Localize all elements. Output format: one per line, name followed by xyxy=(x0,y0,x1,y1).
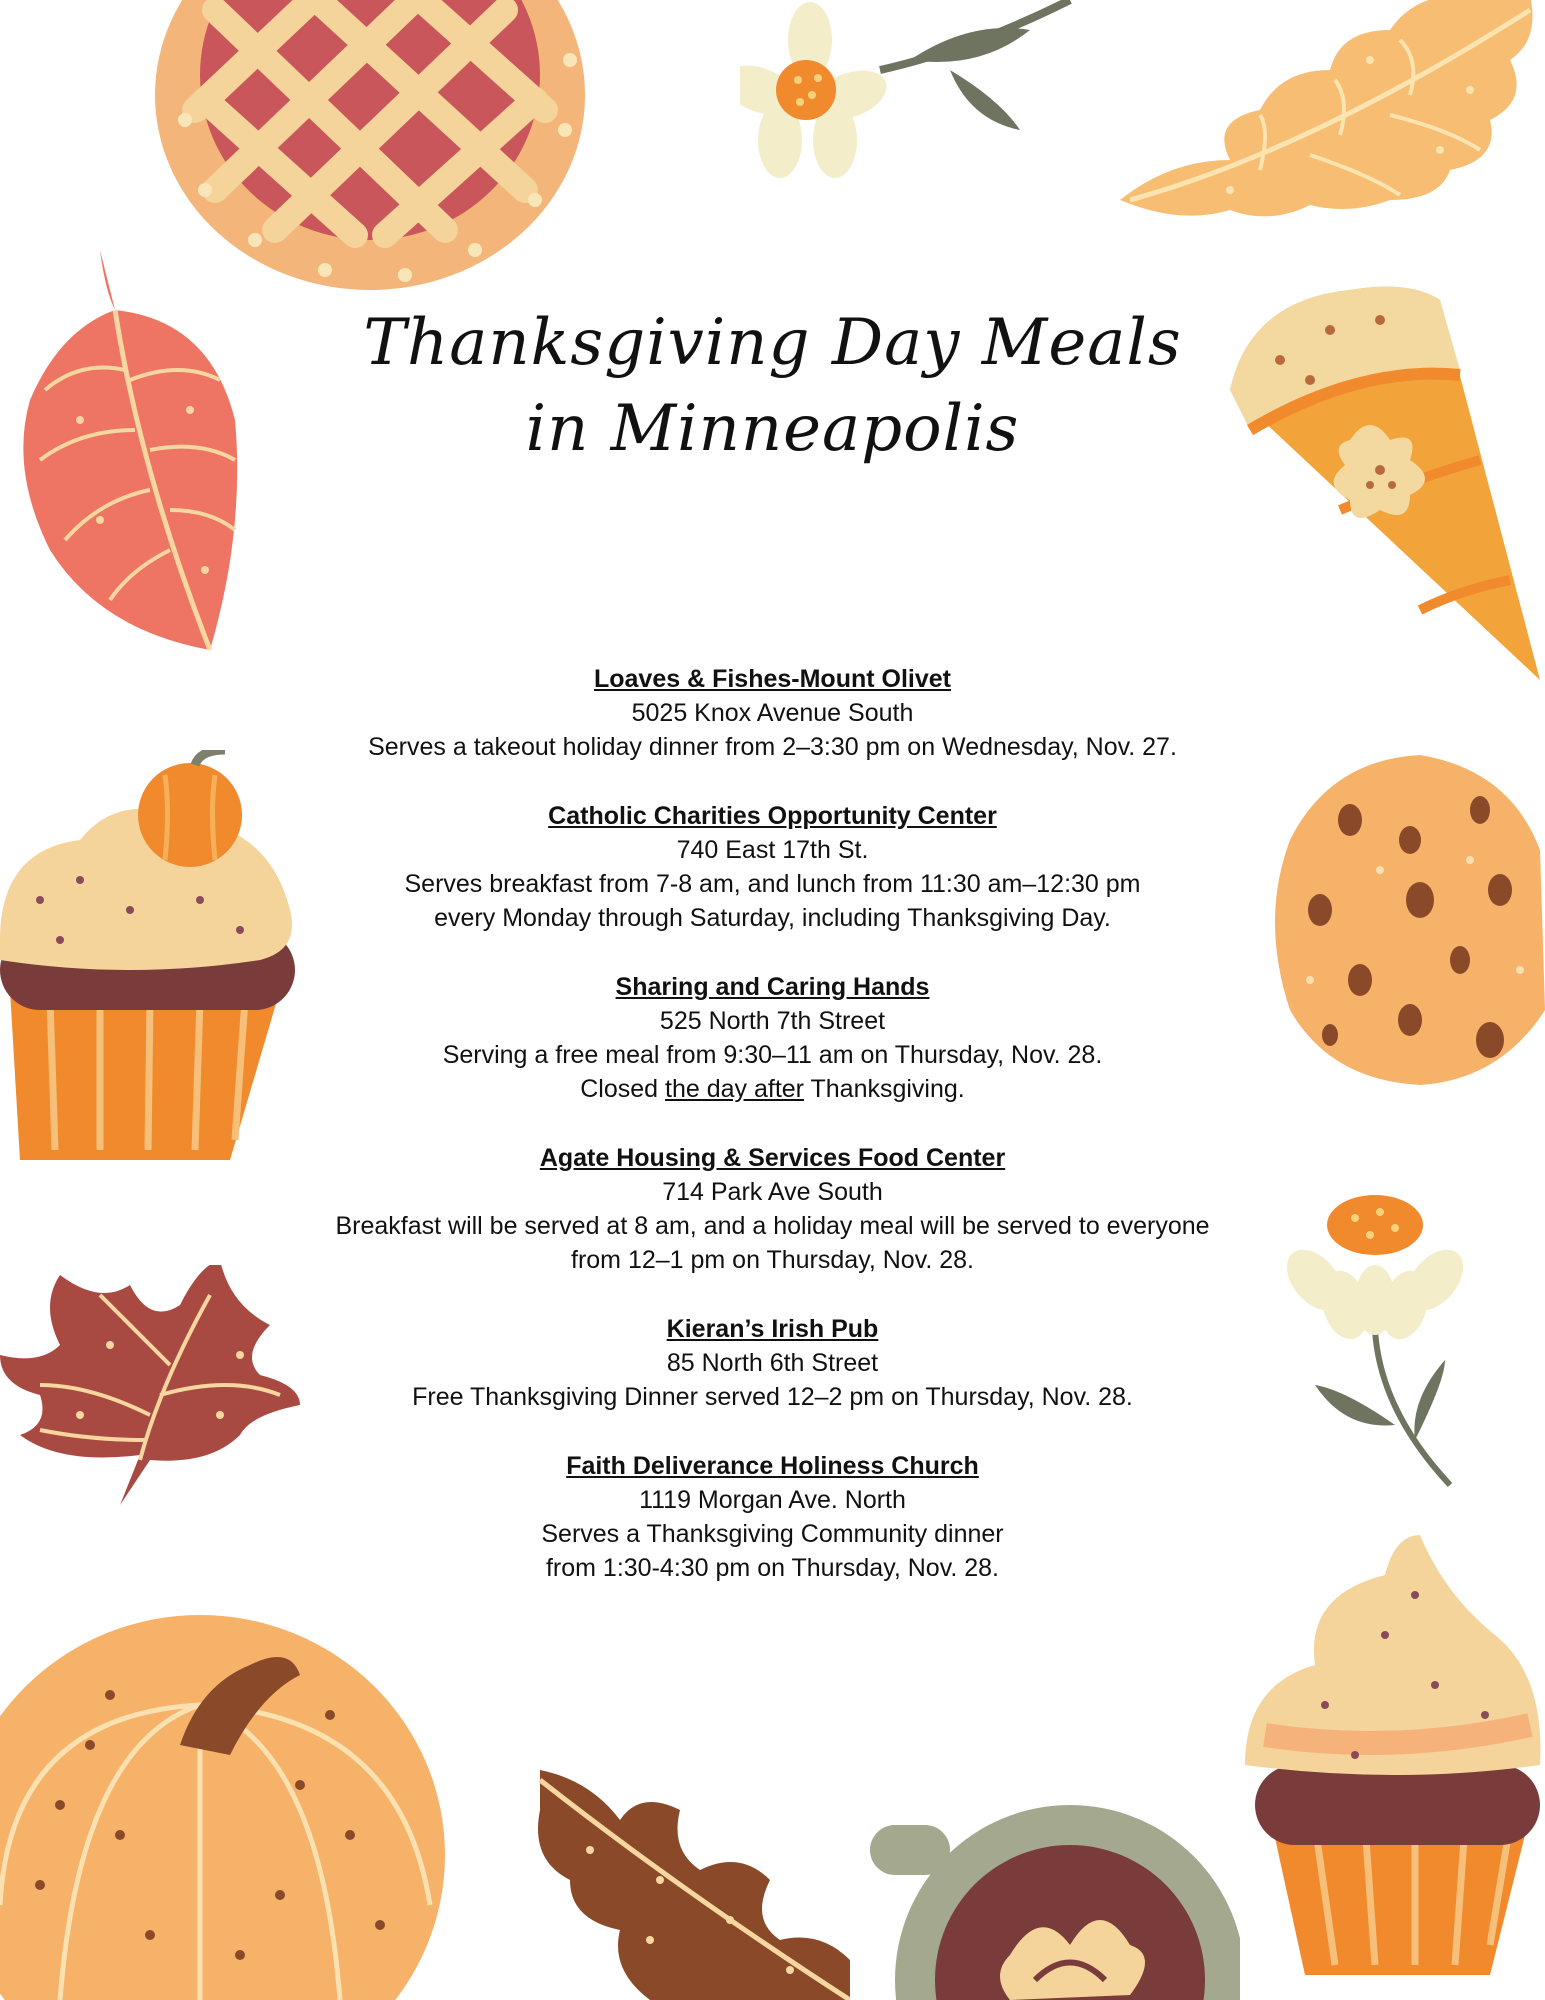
muffin-illustration xyxy=(1270,750,1545,1090)
venue-details: Serves breakfast from 7-8 am, and lunch from 11:30 am–12:30 pm xyxy=(404,870,1141,898)
venue-details: Serving a free meal from 9:30–11 am on Thursday, Nov. 28. xyxy=(442,1041,1103,1069)
venue-details: Serves a takeout holiday dinner from 2–3:30 pm on Wednesday, Nov. 27. xyxy=(368,733,1177,761)
venue-name: Sharing and Caring Hands xyxy=(615,973,930,1001)
closed-emphasis: the day after xyxy=(665,1075,804,1103)
listing-loaves-fishes xyxy=(240,662,1305,764)
venue-name: Agate Housing & Services Food Center xyxy=(539,1144,1006,1172)
listing-faith-deliverance xyxy=(240,1449,1305,1585)
title-line-1: Thanksgiving Day Meals xyxy=(363,306,1182,380)
venue-closed-note xyxy=(240,1072,1305,1106)
venue-details: Free Thanksgiving Dinner served 12–2 pm on Thursday, Nov. 28. xyxy=(412,1383,1133,1411)
daisy-flower-illustration xyxy=(740,0,1080,180)
meal-listings xyxy=(240,662,1305,1620)
venue-address: 714 Park Ave South xyxy=(662,1178,883,1206)
venue-name: Loaves & Fishes-Mount Olivet xyxy=(593,665,951,693)
venue-address: 1119 Morgan Ave. North xyxy=(639,1486,906,1514)
venue-address: 85 North 6th Street xyxy=(666,1349,879,1377)
red-leaf-illustration xyxy=(20,250,250,660)
oak-leaf-illustration xyxy=(1110,0,1545,225)
venue-name: Faith Deliverance Holiness Church xyxy=(566,1452,979,1480)
venue-details: Serves a Thanksgiving Community dinner xyxy=(541,1520,1004,1548)
page-title xyxy=(260,300,1285,472)
title-line-2: in Minneapolis xyxy=(525,392,1020,466)
venue-details: from 12–1 pm on Thursday, Nov. 28. xyxy=(571,1246,974,1274)
listing-agate-housing xyxy=(240,1141,1305,1277)
pumpkin-illustration xyxy=(0,1605,445,2000)
coffee-cup-illustration xyxy=(870,1805,1240,2000)
listing-sharing-caring-hands xyxy=(240,970,1305,1106)
venue-address: 525 North 7th Street xyxy=(659,1007,886,1035)
venue-name: Kieran’s Irish Pub xyxy=(666,1315,879,1343)
venue-details: every Monday through Saturday, including Thanksgiving Day. xyxy=(434,904,1111,932)
venue-address: 5025 Knox Avenue South xyxy=(631,699,914,727)
listing-kierans-pub xyxy=(240,1312,1305,1414)
small-daisy-illustration xyxy=(1285,1190,1495,1490)
closed-prefix: Closed xyxy=(580,1075,666,1103)
venue-address: 740 East 17th St. xyxy=(676,836,869,864)
closed-suffix: Thanksgiving. xyxy=(804,1075,965,1103)
brown-leaf-illustration xyxy=(530,1770,850,2000)
venue-details: Breakfast will be served at 8 am, and a holiday meal will be served to everyone xyxy=(335,1212,1210,1240)
listing-catholic-charities xyxy=(240,799,1305,935)
venue-details: from 1:30-4:30 pm on Thursday, Nov. 28. xyxy=(545,1554,999,1582)
venue-name: Catholic Charities Opportunity Center xyxy=(548,802,997,830)
